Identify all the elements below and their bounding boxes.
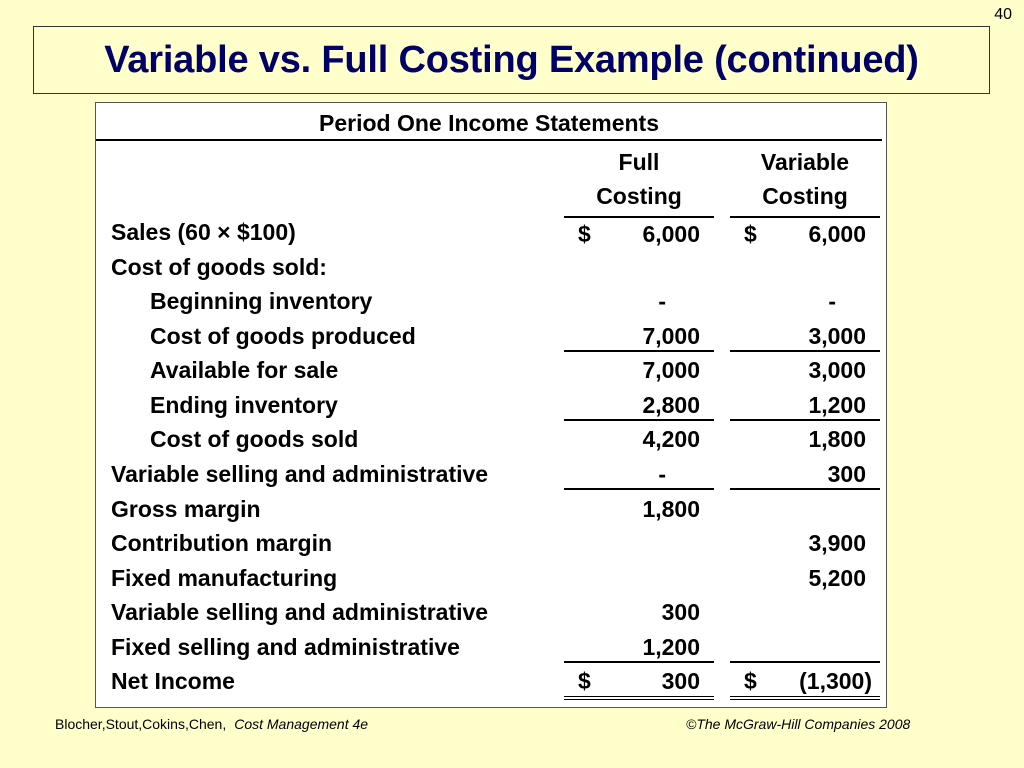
full-cell [564, 665, 714, 700]
row-available-for-sale [96, 354, 882, 388]
header-variable-line1: Variable [760, 149, 850, 175]
full-value: 1,800 [642, 496, 700, 522]
row-cogs-header [96, 251, 882, 285]
row-label: Cost of goods produced [150, 323, 416, 349]
footer-authors: Blocher,Stout,Cokins,Chen, [55, 716, 227, 732]
variable-cell [730, 354, 880, 386]
row-contribution-margin [96, 527, 882, 561]
full-cell [564, 423, 714, 455]
footer-copyright: ©The McGraw-Hill Companies 2008 [686, 716, 911, 732]
variable-value: 300 [827, 461, 866, 487]
full-cell [564, 389, 714, 421]
footer-book-title: Cost Management 4e [234, 716, 369, 732]
variable-cell [730, 458, 880, 490]
row-cost-goods-sold [96, 423, 882, 457]
statement-title: Period One Income Statements [319, 110, 659, 136]
full-cell [564, 493, 714, 525]
header-full-line2: Costing [596, 183, 682, 209]
variable-cell [730, 423, 880, 455]
header-full-line1: Full [618, 149, 660, 175]
variable-value: 6,000 [808, 221, 866, 247]
full-cell [564, 596, 714, 628]
variable-cell [730, 389, 880, 421]
full-cell [564, 320, 714, 352]
variable-value: 1,800 [808, 426, 866, 452]
full-value: 2,800 [642, 392, 700, 418]
page-number: 40 [994, 6, 1012, 23]
full-value: 7,000 [642, 323, 700, 349]
full-value: - [658, 461, 666, 487]
variable-value: 3,000 [808, 323, 866, 349]
variable-value: - [828, 288, 836, 314]
variable-cell [730, 562, 880, 594]
full-value: 7,000 [642, 357, 700, 383]
variable-value: 3,000 [808, 357, 866, 383]
full-cell [564, 631, 714, 663]
variable-cell [730, 631, 880, 663]
row-beginning-inventory [96, 285, 882, 319]
row-label: Contribution margin [111, 530, 333, 556]
variable-cell [730, 665, 880, 700]
row-variable-sa-2 [96, 596, 882, 630]
row-net-income [96, 665, 882, 699]
full-cell [564, 458, 714, 490]
dollar-sign: $ [578, 221, 591, 247]
row-label: Sales (60 × $100) [111, 219, 296, 245]
dollar-sign: $ [744, 221, 757, 247]
variable-value: 1,200 [808, 392, 866, 418]
row-label: Variable selling and administrative [111, 599, 489, 625]
full-value: - [658, 288, 666, 314]
variable-cell [730, 285, 880, 317]
full-cell [564, 285, 714, 317]
row-label: Ending inventory [150, 392, 338, 418]
row-fixed-manufacturing [96, 562, 882, 596]
title-divider [96, 139, 882, 141]
dollar-sign: $ [744, 668, 757, 694]
full-value: 4,200 [642, 426, 700, 452]
row-cost-goods-produced [96, 320, 882, 354]
row-label: Gross margin [111, 496, 261, 522]
variable-cell [730, 527, 880, 559]
row-variable-sa-1 [96, 458, 882, 492]
variable-value: 5,200 [808, 565, 866, 591]
income-statement-table [95, 102, 887, 708]
variable-cell [730, 216, 880, 248]
slide-title-box [33, 26, 990, 94]
row-fixed-sa [96, 631, 882, 665]
row-label: Fixed manufacturing [111, 565, 338, 591]
dollar-sign: $ [578, 668, 591, 694]
row-label: Available for sale [150, 357, 339, 383]
variable-value: 3,900 [808, 530, 866, 556]
footer-citation [55, 716, 368, 732]
full-value: 300 [661, 599, 700, 625]
row-label: Cost of goods sold: [111, 254, 327, 280]
full-value: 6,000 [642, 221, 700, 247]
full-value: 300 [661, 668, 700, 694]
row-label: Net Income [111, 668, 235, 694]
row-label: Variable selling and administrative [111, 461, 489, 487]
variable-cell [730, 320, 880, 352]
row-ending-inventory [96, 389, 882, 423]
row-label: Cost of goods sold [150, 426, 359, 452]
row-label: Beginning inventory [150, 288, 373, 314]
full-value: 1,200 [642, 634, 700, 660]
row-gross-margin [96, 493, 882, 527]
row-sales [96, 216, 882, 250]
header-variable-line2: Costing [762, 183, 848, 209]
variable-value: (1,300) [799, 668, 872, 694]
full-cell [564, 216, 714, 248]
slide-title: Variable vs. Full Costing Example (continued) [104, 38, 919, 81]
full-cell [564, 354, 714, 386]
row-label: Fixed selling and administrative [111, 634, 460, 660]
